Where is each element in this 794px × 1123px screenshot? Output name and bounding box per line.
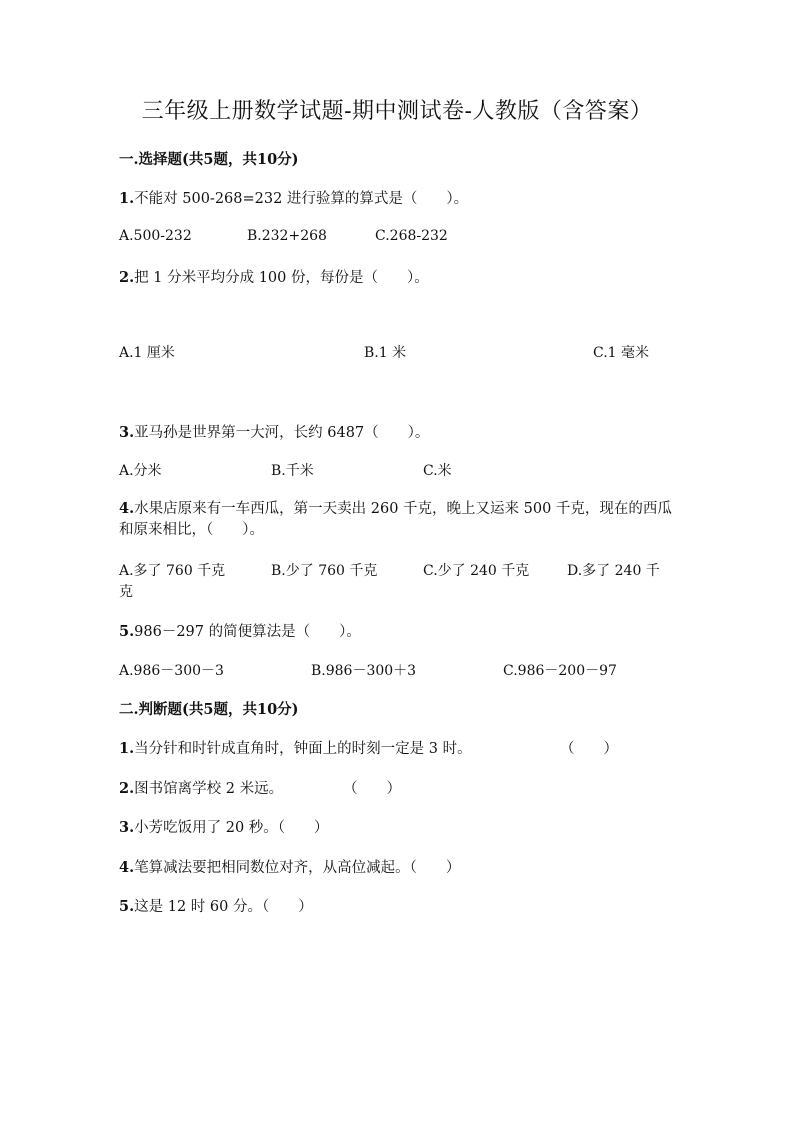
question-number: 4. — [119, 500, 135, 517]
question-text: 不能对 500-268=232 进行验算的算式是（ ）。 — [134, 191, 469, 207]
question-number: 5. — [119, 623, 135, 640]
section-title-choice: 一.选择题(共5题，共10分) — [119, 151, 299, 168]
option-b: B.千米 — [271, 463, 314, 479]
question-text: 笔算减法要把相同数位对齐，从高位减起。（ ） — [134, 860, 461, 876]
judgement-question-2 — [119, 777, 283, 798]
question-number: 4. — [119, 859, 135, 876]
option-c: C.986－200－97 — [503, 663, 617, 679]
page-title: 三年级上册数学试题-期中测试卷-人教版（含答案） — [141, 99, 653, 124]
question-number: 5. — [119, 898, 135, 915]
option-a: A.多了 760 千克 — [119, 563, 226, 579]
question-number: 3. — [119, 424, 135, 441]
option-c: C.少了 240 千克 — [423, 563, 530, 579]
option-d-wrap: 克 — [119, 584, 133, 600]
choice-question-2 — [119, 266, 429, 287]
option-a: A.分米 — [119, 463, 162, 479]
option-c: C.1 毫米 — [593, 345, 650, 361]
option-a: A.986－300－3 — [119, 663, 224, 679]
answer-blank: （ ） — [343, 781, 401, 797]
question-text: 这是 12 时 60 分。（ ） — [134, 899, 313, 915]
choice-question-5 — [119, 620, 361, 641]
section-title-judgement: 二.判断题(共5题，共10分) — [119, 701, 299, 718]
question-number: 1. — [119, 190, 135, 207]
option-c: C.268-232 — [375, 228, 448, 244]
question-text: 水果店原来有一车西瓜，第一天卖出 260 千克，晚上又运来 500 千克，现在的西瓜和原来相比，（ ）。 — [119, 501, 672, 538]
question-text: 当分针和时针成直角时，钟面上的时刻一定是 3 时。 — [134, 741, 472, 757]
option-b: B.1 米 — [364, 345, 407, 361]
choice-question-3 — [119, 421, 429, 442]
option-c: C.米 — [423, 463, 452, 479]
question-number: 2. — [119, 269, 135, 286]
answer-blank: （ ） — [560, 741, 618, 757]
question-text: 图书馆离学校 2 米远。 — [134, 781, 284, 797]
option-a: A.1 厘米 — [119, 345, 175, 361]
question-text: 把 1 分米平均分成 100 份，每份是（ ）。 — [134, 270, 429, 286]
option-a: A.500-232 — [119, 228, 192, 244]
option-d: D.多了 240 千 — [567, 563, 660, 579]
question-text: 亚马孙是世界第一大河，长约 6487（ ）。 — [134, 425, 430, 441]
option-b: B.少了 760 千克 — [271, 563, 378, 579]
question-text: 986－297 的简便算法是（ ）。 — [134, 624, 361, 640]
judgement-question-5 — [119, 895, 313, 916]
question-number: 2. — [119, 780, 135, 797]
judgement-question-1 — [119, 737, 472, 758]
option-b: B.986－300＋3 — [311, 663, 417, 679]
option-b: B.232+268 — [247, 228, 327, 244]
choice-question-4 — [119, 498, 675, 541]
question-number: 1. — [119, 740, 135, 757]
question-text: 小芳吃饭用了 20 秒。（ ） — [134, 820, 329, 836]
judgement-question-4 — [119, 856, 460, 877]
judgement-question-3 — [119, 816, 329, 837]
question-number: 3. — [119, 819, 135, 836]
choice-question-1 — [119, 187, 468, 208]
